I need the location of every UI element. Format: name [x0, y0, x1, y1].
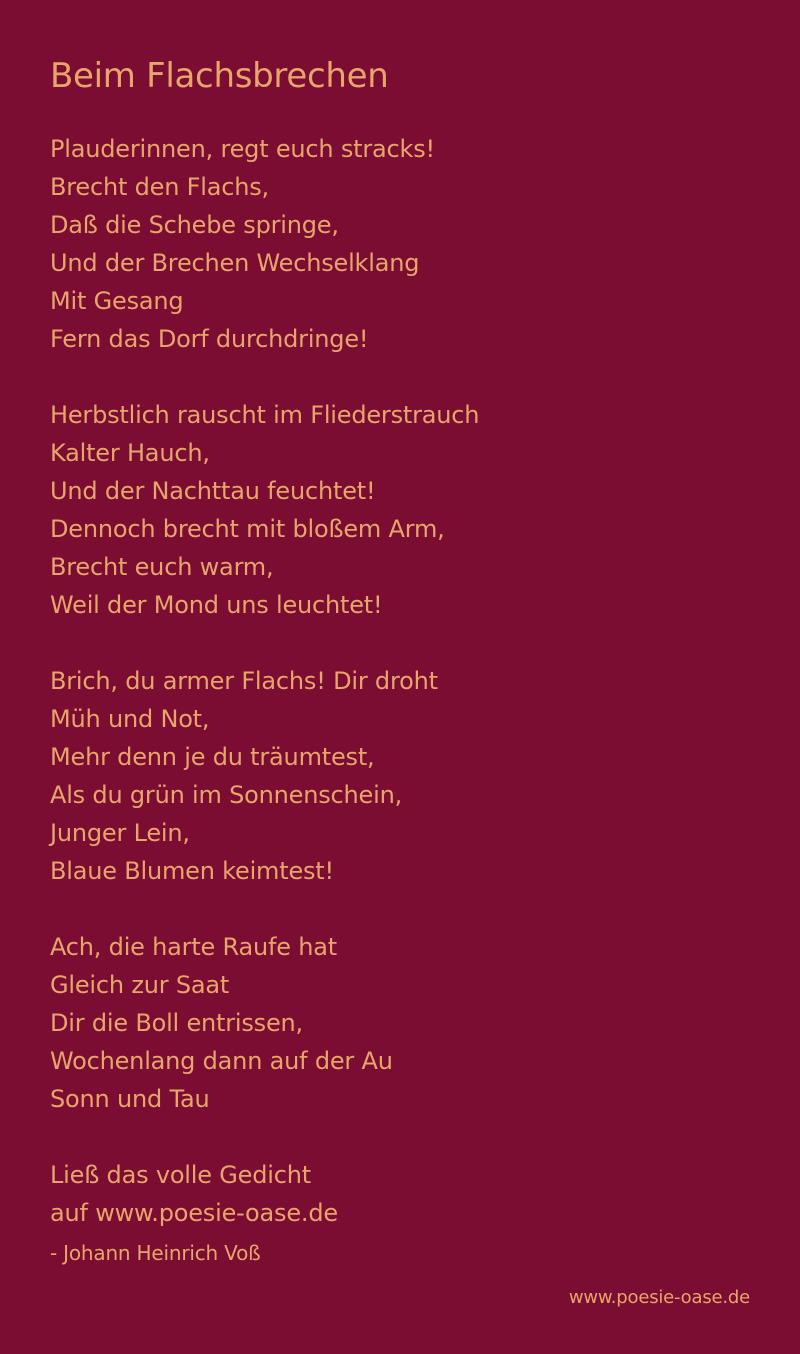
poem-line: Mehr denn je du träumtest,	[50, 743, 375, 771]
poem-line: Fern das Dorf durchdringe!	[50, 325, 369, 353]
poem-line: Sonn und Tau	[50, 1085, 210, 1113]
stanza-2	[50, 396, 750, 624]
poem-line: Kalter Hauch,	[50, 439, 210, 467]
poem-line: Daß die Schebe springe,	[50, 211, 339, 239]
poem-line: Und der Brechen Wechselklang	[50, 249, 420, 277]
poem-line: Brich, du armer Flachs! Dir droht	[50, 667, 438, 695]
poem-author: - Johann Heinrich Voß	[50, 1241, 261, 1265]
stanza-5	[50, 1156, 750, 1232]
poem-line: Brecht den Flachs,	[50, 173, 269, 201]
stanza-3	[50, 662, 750, 890]
poem-card	[50, 52, 750, 1268]
poem-line: Dennoch brecht mit bloßem Arm,	[50, 515, 445, 543]
poem-line: Müh und Not,	[50, 705, 210, 733]
poem-line: Brecht euch warm,	[50, 553, 274, 581]
poem-line: Wochenlang dann auf der Au	[50, 1047, 393, 1075]
poem-line: Weil der Mond uns leuchtet!	[50, 591, 383, 619]
poem-line: Plauderinnen, regt euch stracks!	[50, 135, 435, 163]
poem-line: auf www.poesie-oase.de	[50, 1199, 338, 1227]
stanza-1	[50, 130, 750, 358]
poem-line: Ließ das volle Gedicht	[50, 1161, 311, 1189]
poem-title: Beim Flachsbrechen	[50, 56, 389, 96]
footer-url: www.poesie-oase.de	[568, 1287, 750, 1308]
poem-line: Junger Lein,	[50, 819, 190, 847]
poem-line: Herbstlich rauscht im Fliederstrauch	[50, 401, 480, 429]
poem-line: Mit Gesang	[50, 287, 184, 315]
stanza-4	[50, 928, 750, 1118]
poem-line: Ach, die harte Raufe hat	[50, 933, 337, 961]
poem-line: Blaue Blumen keimtest!	[50, 857, 334, 885]
poem-line: Dir die Boll entrissen,	[50, 1009, 303, 1037]
poem-line: Als du grün im Sonnenschein,	[50, 781, 403, 809]
poem-line: Gleich zur Saat	[50, 971, 230, 999]
poem-line: Und der Nachttau feuchtet!	[50, 477, 376, 505]
